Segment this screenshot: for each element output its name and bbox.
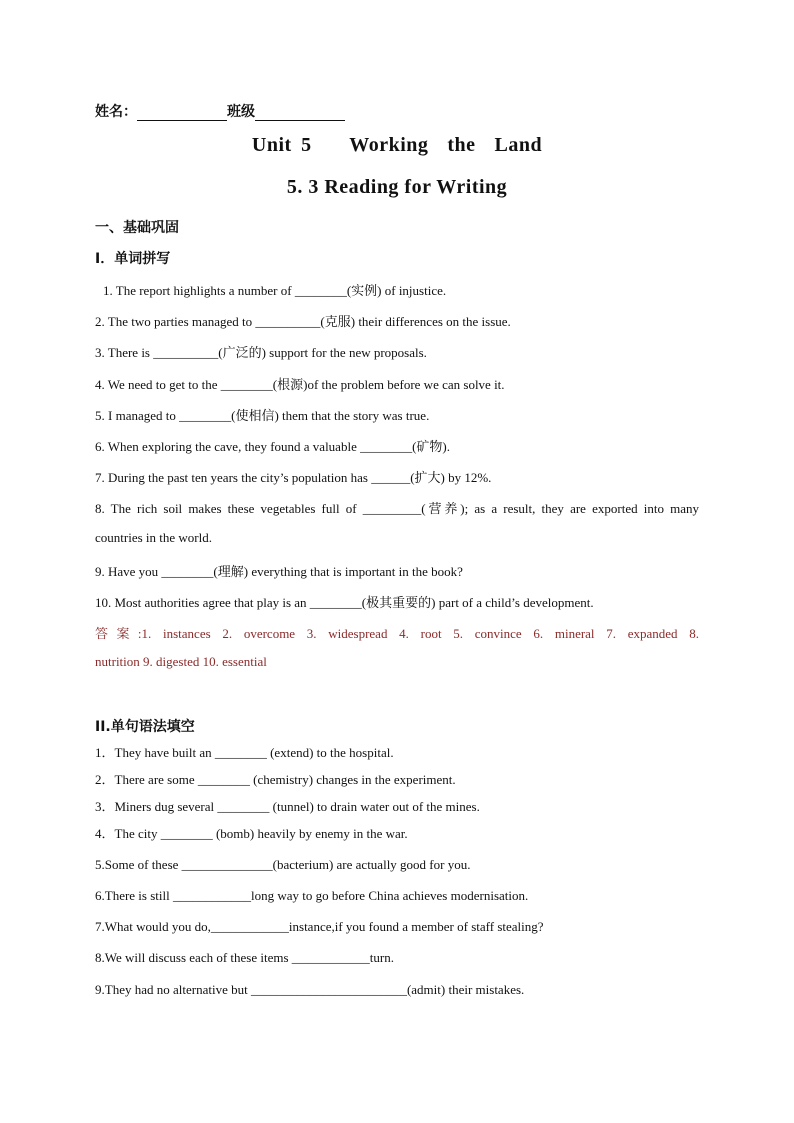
exercise-item: 1. The report highlights a number of ________(实例) of injustice. xyxy=(103,283,447,298)
exercise-item: 6. When exploring the cave, they found a valuable ________(矿物). xyxy=(95,439,450,454)
grammar-item: 7.What would you do,____________instance,if you found a member of staff stealing? xyxy=(95,919,544,934)
grammar-item: 1．They have built an ________ (extend) to the hospital. xyxy=(95,745,394,760)
exercise-item: 9. Have you ________(理解) everything that is important in the book? xyxy=(95,564,463,579)
exercise-item: 7. During the past ten years the city’s population has ______(扩大) by 12%. xyxy=(95,470,492,485)
grammar-item: 8.We will discuss each of these items ____________turn. xyxy=(95,950,394,965)
answer-key: 答案:1. instances 2. overcome 3. widespread 4. root 5. convince 6. mineral 7. expanded 8. xyxy=(95,626,699,641)
class-blank xyxy=(255,106,345,121)
section-basic-heading: 一、基础巩固 xyxy=(95,220,179,236)
exercise-item: 5. I managed to ________(使相信) them that the story was true. xyxy=(95,408,430,423)
student-info-line xyxy=(95,101,345,121)
page-title: Unit 5 Working the Land xyxy=(251,134,543,156)
grammar-item: 3．Miners dug several ________ (tunnel) to drain water out of the mines. xyxy=(95,799,480,814)
exercise-item: 8. The rich soil makes these vegetables full of _________(营养); as a result, they are exported into many xyxy=(95,501,699,516)
grammar-item: 9.They had no alternative but ________________________(admit) their mistakes. xyxy=(95,982,525,997)
part-two-heading: II.单句语法填空 xyxy=(95,719,195,735)
exercise-item: 2. The two parties managed to __________(克服) their differences on the issue. xyxy=(95,314,511,329)
grammar-item: 6.There is still ____________long way to go before China achieves modernisation. xyxy=(95,888,529,903)
exercise-item-continued: countries in the world. xyxy=(95,530,212,545)
page-subtitle: 5. 3 Reading for Writing xyxy=(286,176,508,198)
name-blank xyxy=(137,106,227,121)
exercise-item: 10. Most authorities agree that play is an ________(极其重要的) part of a child’s development. xyxy=(95,595,594,610)
grammar-item: 4．The city ________ (bomb) heavily by enemy in the war. xyxy=(95,826,408,841)
grammar-item: 2．There are some ________ (chemistry) changes in the experiment. xyxy=(95,772,456,787)
exercise-item: 3. There is __________(广泛的) support for the new proposals. xyxy=(95,345,427,360)
grammar-item: 5.Some of these ______________(bacterium) are actually good for you. xyxy=(95,857,471,872)
name-label: 姓名： xyxy=(95,104,137,120)
class-label: 班级 xyxy=(227,104,255,120)
answer-key-continued: nutrition 9. digested 10. essential xyxy=(95,654,267,669)
exercise-item: 4. We need to get to the ________(根源)of the problem before we can solve it. xyxy=(95,377,505,392)
part-one-heading: I．单词拼写 xyxy=(95,251,171,267)
